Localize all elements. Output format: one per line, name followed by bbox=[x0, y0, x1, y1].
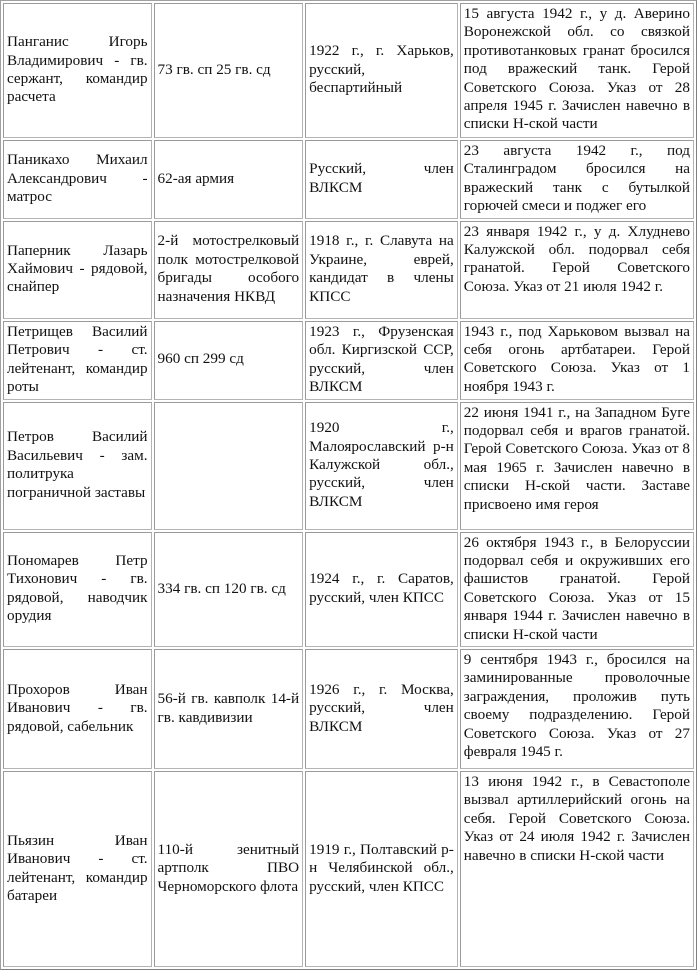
name-cell: Петрищев Василий Петрович - ст. лейтенант, командир роты bbox=[3, 321, 152, 400]
feat-cell: 22 июня 1941 г., на Западном Буге подорвал себя и врагов гранатой. Герой Советского Союза. Указ от 8 мая 1965 г. Зачислен навечно в списки Н-ской части. Заставе присвоено имя героя bbox=[460, 402, 694, 530]
birth-cell: 1926 г., г. Москва, русский, член ВЛКСМ bbox=[305, 649, 458, 769]
name-cell: Петров Василий Васильевич - зам. политрука пограничной заставы bbox=[3, 402, 152, 530]
name-cell: Паперник Лазарь Хаймович - рядовой, снайпер bbox=[3, 221, 152, 319]
unit-cell: 2-й мотострелковый полк мотострелковой бригады особого назначения НКВД bbox=[154, 221, 304, 319]
name-cell: Пьязин Иван Иванович - ст. лейтенант, командир батареи bbox=[3, 771, 152, 967]
table-row bbox=[3, 649, 694, 769]
unit-cell: 334 гв. сп 120 гв. сд bbox=[154, 532, 304, 647]
name-cell: Паникахо Михаил Александрович - матрос bbox=[3, 140, 152, 219]
birth-cell: 1922 г., г. Харьков, русский, беспартийный bbox=[305, 3, 458, 138]
table-row bbox=[3, 140, 694, 219]
feat-cell: 13 июня 1942 г., в Севастополе вызвал артиллерийский огонь на себя. Герой Советского Союза. Указ от 24 июля 1942 г. Зачислен навечно в списки Н-ской части bbox=[460, 771, 694, 967]
birth-cell: Русский, член ВЛКСМ bbox=[305, 140, 458, 219]
birth-cell: 1918 г., г. Славута на Украине, еврей, кандидат в члены КПСС bbox=[305, 221, 458, 319]
feat-cell: 15 августа 1942 г., у д. Аверино Воронежской обл. со связкой противотанковых гранат бросился под вражеский танк. Герой Советского Союза. Указ от 28 апреля 1945 г. Зачислен навечно в списки Н-ской части bbox=[460, 3, 694, 138]
unit-cell: 110-й зенитный артполк ПВО Черноморского флота bbox=[154, 771, 304, 967]
table-row bbox=[3, 3, 694, 138]
name-cell: Пономарев Петр Тихонович - гв. рядовой, наводчик орудия bbox=[3, 532, 152, 647]
table-row bbox=[3, 771, 694, 967]
table-row bbox=[3, 532, 694, 647]
table-row bbox=[3, 402, 694, 530]
birth-cell: 1920 г., Малоярославский р-н Калужской обл., русский, член ВЛКСМ bbox=[305, 402, 458, 530]
feat-cell: 23 января 1942 г., у д. Хлуднево Калужской обл. подорвал себя гранатой. Герой Советского Союза. Указ от 21 июля 1942 г. bbox=[460, 221, 694, 319]
unit-cell bbox=[154, 402, 304, 530]
feat-cell: 23 августа 1942 г., под Сталинградом бросился на вражеский танк с бутылкой горючей смеси и поджег его bbox=[460, 140, 694, 219]
feat-cell: 26 октября 1943 г., в Белоруссии подорвал себя и окруживших его фашистов гранатой. Герой Советского Союза. Указ от 15 января 1944 г. Зачислен навечно в списки Н-ской части bbox=[460, 532, 694, 647]
birth-cell: 1924 г., г. Саратов, русский, член КПСС bbox=[305, 532, 458, 647]
unit-cell: 73 гв. сп 25 гв. сд bbox=[154, 3, 304, 138]
unit-cell: 62-ая армия bbox=[154, 140, 304, 219]
unit-cell: 56-й гв. кавполк 14-й гв. кавдивизии bbox=[154, 649, 304, 769]
table-row bbox=[3, 321, 694, 400]
name-cell: Прохоров Иван Иванович - гв. рядовой, сабельник bbox=[3, 649, 152, 769]
unit-cell: 960 сп 299 сд bbox=[154, 321, 304, 400]
birth-cell: 1919 г., Полтавский р-н Челябинской обл., русский, член КПСС bbox=[305, 771, 458, 967]
birth-cell: 1923 г., Фрузенская обл. Киргизской ССР, русский, член ВЛКСМ bbox=[305, 321, 458, 400]
feat-cell: 1943 г., под Харьковом вызвал на себя огонь артбатареи. Герой Советского Союза. Указ от 1 ноября 1943 г. bbox=[460, 321, 694, 400]
feat-cell: 9 сентября 1943 г., бросился на заминированные проволочные заграждения, проложив путь своему подразделению. Герой Советского Союза. Указ от 27 февраля 1945 г. bbox=[460, 649, 694, 769]
table-row bbox=[3, 221, 694, 319]
name-cell: Панганис Игорь Владимирович - гв. сержант, командир расчета bbox=[3, 3, 152, 138]
